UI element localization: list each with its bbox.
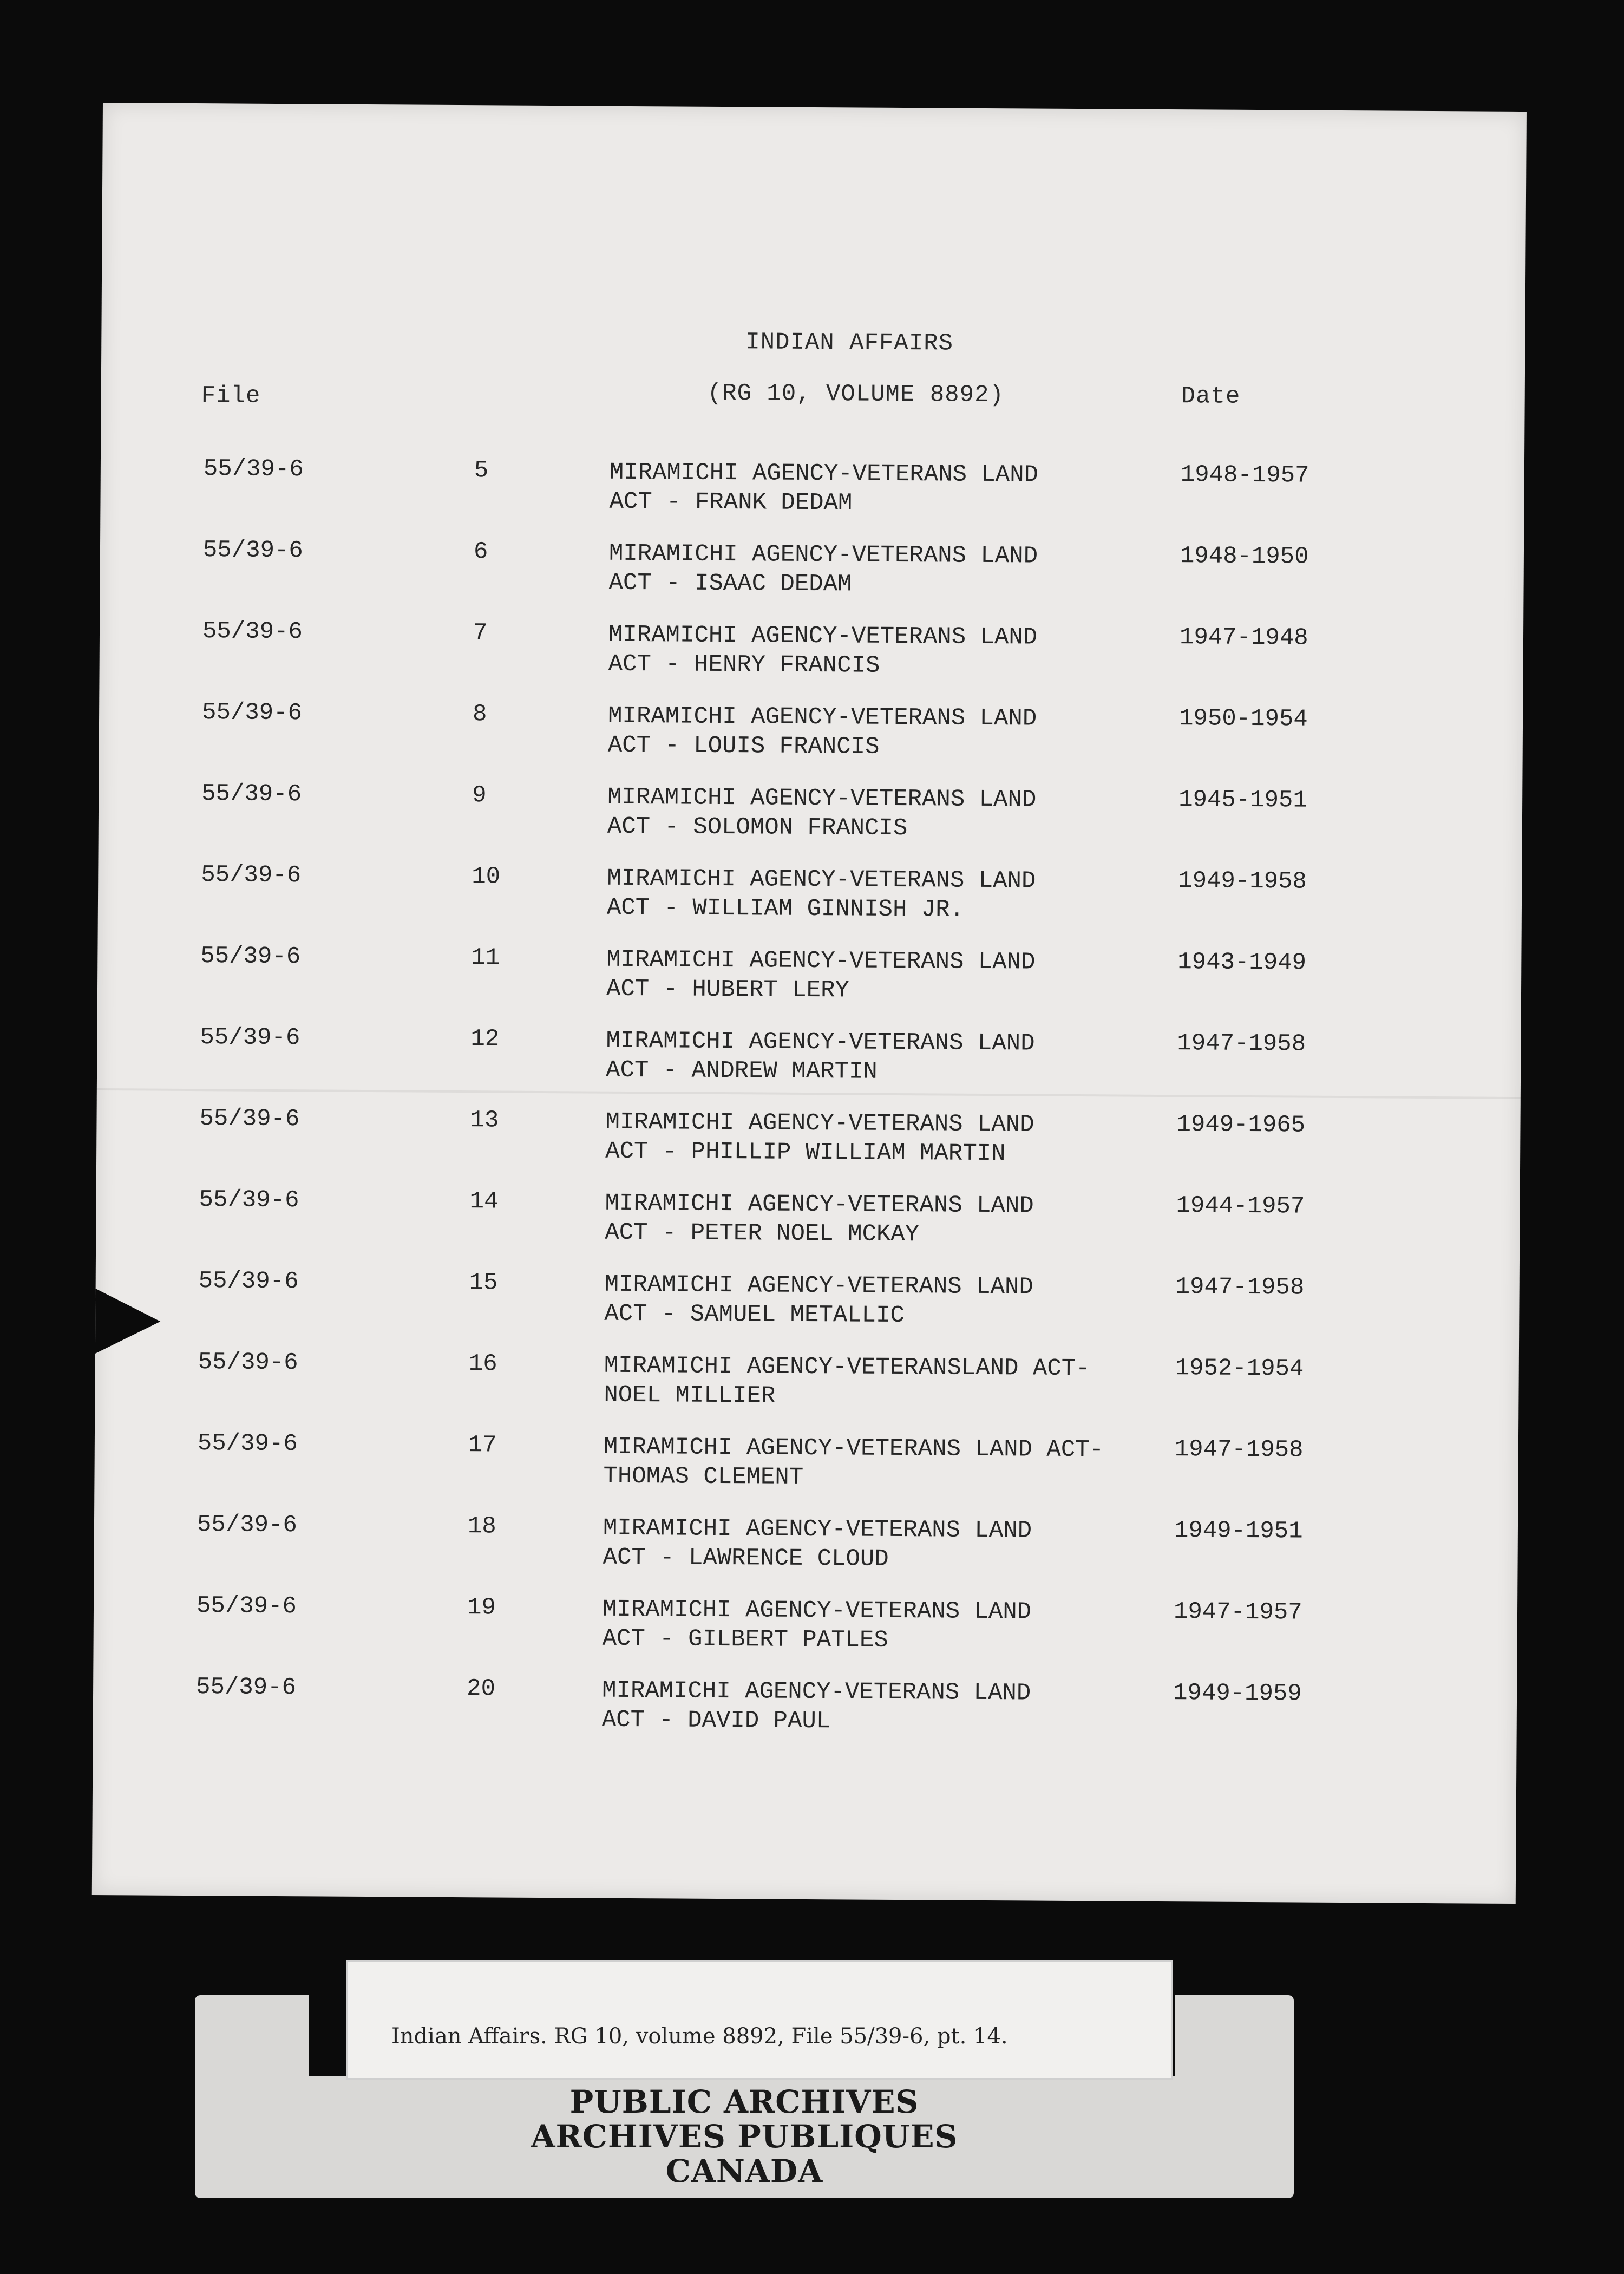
description-line-2: ACT - SAMUEL METALLIC bbox=[604, 1300, 905, 1330]
table-row bbox=[94, 1511, 1518, 1590]
date-range: 1949-1958 bbox=[1178, 867, 1307, 896]
table-row bbox=[100, 536, 1524, 615]
description-line-1: MIRAMICHI AGENCY-VETERANS LAND bbox=[605, 1108, 1034, 1139]
description-line-1: MIRAMICHI AGENCY-VETERANSLAND ACT- bbox=[604, 1352, 1090, 1383]
table-row bbox=[100, 455, 1524, 534]
reference-tag-text: Indian Affairs. RG 10, volume 8892, File 55/39-6, pt. 14. bbox=[391, 2024, 1008, 2049]
date-range: 1947-1958 bbox=[1177, 1030, 1306, 1058]
table-row bbox=[94, 1429, 1518, 1508]
date-range: 1952-1954 bbox=[1175, 1355, 1304, 1383]
date-range: 1944-1957 bbox=[1176, 1192, 1305, 1220]
description-line-2: ACT - HUBERT LERY bbox=[606, 975, 850, 1004]
part-number: 15 bbox=[469, 1269, 498, 1297]
description-line-1: MIRAMICHI AGENCY-VETERANS LAND bbox=[608, 540, 1038, 570]
file-number: 55/39-6 bbox=[196, 1592, 297, 1620]
file-number: 55/39-6 bbox=[200, 1024, 300, 1052]
table-row bbox=[95, 1348, 1519, 1427]
description-line-1: MIRAMICHI AGENCY-VETERANS LAND ACT- bbox=[603, 1433, 1104, 1464]
part-number: 6 bbox=[473, 538, 488, 566]
file-number: 55/39-6 bbox=[198, 1349, 298, 1377]
description-line-1: MIRAMICHI AGENCY-VETERANS LAND bbox=[608, 621, 1038, 651]
date-range: 1947-1958 bbox=[1175, 1273, 1305, 1302]
description bbox=[608, 620, 1038, 682]
part-number: 14 bbox=[469, 1188, 499, 1216]
stamp-line-3: CANADA bbox=[665, 2153, 823, 2190]
table-row bbox=[96, 1186, 1520, 1265]
stamp-line-1: PUBLIC ARCHIVES bbox=[569, 2083, 919, 2120]
part-number: 8 bbox=[472, 701, 487, 728]
file-list bbox=[101, 455, 1524, 1735]
date-range: 1948-1950 bbox=[1180, 543, 1309, 571]
description-line-2: ACT - FRANK DEDAM bbox=[609, 488, 853, 517]
file-number: 55/39-6 bbox=[202, 618, 303, 646]
table-row bbox=[97, 1023, 1521, 1102]
description-line-1: MIRAMICHI AGENCY-VETERANS LAND bbox=[605, 1190, 1034, 1220]
description-line-1: MIRAMICHI AGENCY-VETERANS LAND bbox=[607, 702, 1037, 733]
date-column-header: Date bbox=[1181, 383, 1241, 410]
date-range: 1949-1951 bbox=[1174, 1517, 1303, 1545]
file-number: 55/39-6 bbox=[201, 780, 302, 808]
stamp-line-2: ARCHIVES PUBLIQUES bbox=[531, 2118, 958, 2155]
page-title: INDIAN AFFAIRS bbox=[745, 329, 954, 357]
description bbox=[606, 945, 1036, 1007]
description bbox=[603, 1514, 1032, 1575]
description-line-1: MIRAMICHI AGENCY-VETERANS LAND bbox=[606, 1027, 1035, 1057]
part-number: 10 bbox=[472, 863, 501, 891]
description-line-2: ACT - GILBERT PATLES bbox=[602, 1625, 888, 1654]
file-number: 55/39-6 bbox=[197, 1511, 297, 1539]
description-line-2: ACT - LOUIS FRANCIS bbox=[607, 731, 880, 761]
table-row bbox=[93, 1673, 1517, 1752]
file-number: 55/39-6 bbox=[199, 1186, 299, 1214]
file-column-header: File bbox=[201, 382, 261, 410]
date-range: 1949-1959 bbox=[1173, 1680, 1302, 1708]
file-number: 55/39-6 bbox=[200, 943, 301, 971]
description-line-1: MIRAMICHI AGENCY-VETERANS LAND bbox=[607, 865, 1036, 895]
part-number: 11 bbox=[471, 944, 500, 972]
part-number: 5 bbox=[474, 457, 489, 485]
description-line-2: ACT - PETER NOEL MCKAY bbox=[605, 1219, 920, 1249]
description-line-1: MIRAMICHI AGENCY-VETERANS LAND bbox=[601, 1677, 1031, 1707]
part-number: 19 bbox=[467, 1594, 496, 1622]
file-number: 55/39-6 bbox=[195, 1674, 297, 1702]
description bbox=[607, 783, 1037, 844]
description-line-2: ACT - ISAAC DEDAM bbox=[608, 569, 852, 598]
description bbox=[603, 1595, 1032, 1656]
description-line-2: ACT - LAWRENCE CLOUD bbox=[603, 1544, 889, 1573]
part-number: 7 bbox=[473, 619, 488, 647]
description-line-2: ACT - WILLIAM GINNISH JR. bbox=[606, 894, 965, 924]
file-number: 55/39-6 bbox=[197, 1430, 298, 1458]
description-line-1: MIRAMICHI AGENCY-VETERANS LAND bbox=[606, 946, 1036, 976]
date-range: 1949-1965 bbox=[1176, 1111, 1306, 1139]
file-number: 55/39-6 bbox=[198, 1267, 299, 1296]
description bbox=[604, 1270, 1033, 1331]
description bbox=[605, 1108, 1034, 1169]
table-row bbox=[99, 617, 1523, 696]
description-line-2: ACT - PHILLIP WILLIAM MARTIN bbox=[605, 1138, 1006, 1168]
description bbox=[608, 539, 1038, 600]
description bbox=[603, 1433, 1104, 1494]
page-subtitle: (RG 10, VOLUME 8892) bbox=[707, 380, 1004, 409]
file-number: 55/39-6 bbox=[203, 455, 304, 483]
date-range: 1943-1949 bbox=[1177, 949, 1307, 977]
description-line-2: ACT - HENRY FRANCIS bbox=[608, 650, 880, 679]
description bbox=[606, 1027, 1035, 1088]
description-line-2: NOEL MILLIER bbox=[604, 1381, 776, 1410]
part-number: 9 bbox=[472, 782, 487, 809]
description-line-1: MIRAMICHI AGENCY-VETERANS LAND bbox=[609, 459, 1039, 489]
date-range: 1945-1951 bbox=[1178, 786, 1307, 814]
description-line-1: MIRAMICHI AGENCY-VETERANS LAND bbox=[607, 783, 1037, 814]
part-number: 18 bbox=[467, 1513, 496, 1540]
part-number: 20 bbox=[466, 1675, 496, 1703]
stamp-text bbox=[195, 2084, 1294, 2188]
part-number: 13 bbox=[470, 1107, 499, 1134]
description bbox=[609, 458, 1038, 519]
file-number: 55/39-6 bbox=[201, 861, 302, 890]
description-line-2: ACT - ANDREW MARTIN bbox=[605, 1056, 878, 1086]
description-line-1: MIRAMICHI AGENCY-VETERANS LAND bbox=[602, 1596, 1032, 1626]
part-number: 17 bbox=[468, 1432, 497, 1459]
description bbox=[605, 1189, 1034, 1250]
description bbox=[604, 1351, 1090, 1413]
date-range: 1948-1957 bbox=[1180, 461, 1309, 489]
description-line-1: MIRAMICHI AGENCY-VETERANS LAND bbox=[603, 1514, 1032, 1545]
table-row bbox=[93, 1592, 1517, 1671]
table-row bbox=[96, 1105, 1521, 1184]
date-range: 1947-1957 bbox=[1173, 1598, 1302, 1626]
table-row bbox=[98, 861, 1522, 940]
description-line-1: MIRAMICHI AGENCY-VETERANS LAND bbox=[604, 1271, 1033, 1301]
table-row bbox=[99, 780, 1523, 859]
date-range: 1947-1948 bbox=[1179, 624, 1308, 652]
table-row bbox=[95, 1267, 1520, 1346]
document-page bbox=[92, 103, 1527, 1904]
part-number: 12 bbox=[470, 1025, 500, 1053]
reference-tag bbox=[346, 1960, 1173, 2080]
description-line-2: THOMAS CLEMENT bbox=[603, 1462, 804, 1491]
date-range: 1947-1958 bbox=[1174, 1436, 1304, 1464]
description-line-2: ACT - SOLOMON FRANCIS bbox=[607, 813, 908, 842]
file-number: 55/39-6 bbox=[202, 537, 303, 565]
description-line-2: ACT - DAVID PAUL bbox=[601, 1706, 831, 1735]
date-range: 1950-1954 bbox=[1178, 705, 1308, 733]
description bbox=[607, 864, 1036, 925]
part-number: 16 bbox=[468, 1350, 497, 1378]
description bbox=[608, 702, 1037, 763]
file-number: 55/39-6 bbox=[201, 699, 303, 727]
table-row bbox=[99, 698, 1523, 777]
description bbox=[602, 1676, 1031, 1737]
file-number: 55/39-6 bbox=[199, 1105, 300, 1133]
table-row bbox=[97, 942, 1522, 1021]
